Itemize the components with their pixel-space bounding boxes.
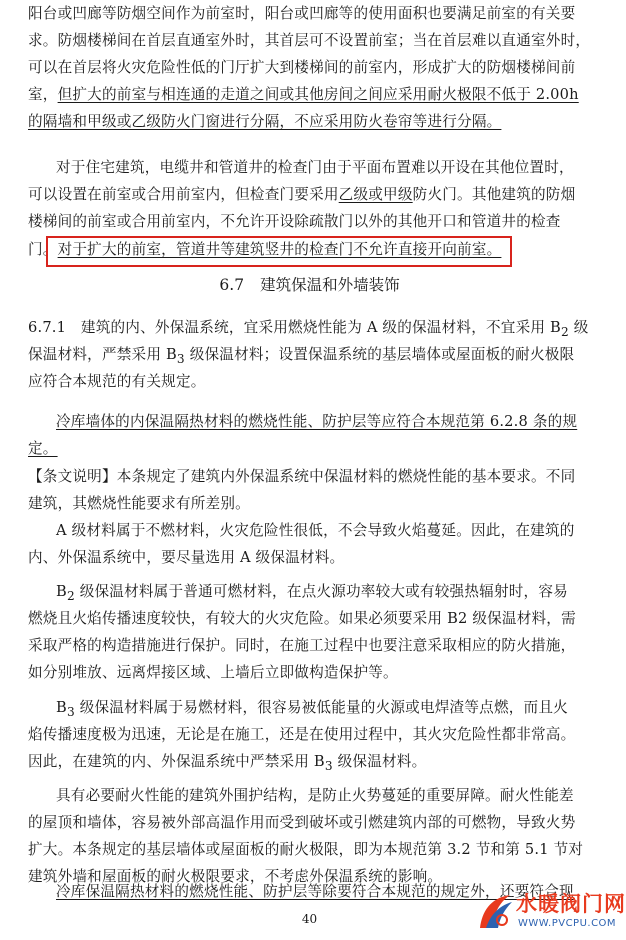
text-span: 级保温材料。 <box>332 753 427 770</box>
text-span: B <box>56 583 67 600</box>
text-line: 阳台或凹廊等防烟空间作为前室时，阳台或凹廊等的使用面积也要满足前室的有关要 <box>28 5 576 22</box>
watermark-logo <box>476 888 626 940</box>
text-line: 的屋顶和墙体，容易被外部高温作用而受到破坏或引燃建筑内部的可燃物，导致火势 <box>28 814 576 831</box>
underlined-text: 对于扩大的前室，管道井等建筑竖井的检查门不允许直接开向前室。 <box>57 241 502 258</box>
text-line: 焰传播速度极为迅速，无论是在施工，还是在使用过程中，其火灾危险性都非常高。 <box>28 726 576 743</box>
section-title: 建筑保温和外墙装饰 <box>260 276 400 294</box>
text-line: 具有必要耐火性能的建筑外围护结构，是防止火势蔓延的重要屏障。耐火性能差 <box>56 787 574 804</box>
text-line: 如分别堆放、远离焊接区域、上墙后立即做构造保护等。 <box>28 664 398 681</box>
text-span: 6.7.1 建筑的内、外保温系统，宜采用燃烧性能为 A 级的保温材料，不宜采用 B <box>28 319 561 336</box>
text-span: 防火门。其他建筑的防烟 <box>412 186 576 203</box>
text-line: 可以在首层将火灾危险性低的门厅扩大到楼梯间的前室内，形成扩大的防烟楼梯间前 <box>28 59 576 76</box>
underlined-text: 但扩大的前室与相连通的走道之间或其他房间之间应采用耐火极限不低于 2.00h <box>57 86 579 103</box>
text-line: 内、外保温系统中，要尽量选用 A 级保温材料。 <box>28 549 345 566</box>
text-span: 级保温材料属于普通可燃材料，在点火源功率较大或有较强热辐射时，容易 <box>74 583 568 600</box>
text-line: 求。防烟楼梯间在首层直通室外时，其首层可不设置前室；当在首层难以直通室外时， <box>28 32 591 49</box>
pv-logo-icon <box>476 892 514 932</box>
text-line <box>56 698 583 718</box>
text-span: 级 <box>568 319 589 336</box>
text-span: 因此，在建筑的内、外保温系统中严禁采用 B <box>28 753 325 770</box>
text-line: 扩大。本条规定的基层墙体或屋面板的耐火极限，即为本规范第 3.2 节和第 5.1 节对 <box>28 841 584 858</box>
underlined-text: 乙级或甲级 <box>338 186 413 203</box>
text-line: 【条文说明】本条规定了建筑内外保温系统中保温材料的燃烧性能的基本要求。不同 <box>28 468 576 485</box>
highlight-box <box>46 236 512 267</box>
subscript: 2 <box>560 324 569 339</box>
text-span: 级保温材料属于易燃材料，很容易被低能量的火源或电焊渣等点燃，而且火 <box>74 699 568 716</box>
text-line <box>56 582 583 602</box>
subscript: 3 <box>66 704 75 719</box>
underlined-text-line: 冷库保温隔热材料的燃烧性能、防护层等除要符合本规范的规定外，还要符合现 <box>56 883 574 900</box>
subscript: 3 <box>176 351 185 366</box>
text-span: B <box>56 699 67 716</box>
text-span: 门。 <box>28 241 58 258</box>
watermark-name: 水暖阀门网 <box>516 892 626 916</box>
underlined-text-line: 定。 <box>28 440 58 457</box>
text-line: 燃烧且火焰传播速度较快，有较大的火灾危险。如果必须要采用 B2 级保温材料，需 <box>28 610 576 627</box>
text-line: 建筑，其燃烧性能要求有所差别。 <box>28 495 250 512</box>
section-number: 6.7 <box>219 276 245 294</box>
text-line: 对于住宅建筑，电缆井和管道井的检查门由于平面布置难以开设在其他位置时， <box>56 159 574 176</box>
text-span: 级保温材料；设置保温系统的基层墙体或屋面板的耐火极限 <box>184 346 575 363</box>
text-line: 应符合本规范的有关规定。 <box>28 373 206 390</box>
section-heading <box>0 275 619 295</box>
text-span: 可以设置在前室或合用前室内，但检查门要采用 <box>28 186 339 203</box>
underlined-text-line: 的隔墙和甲级或乙级防火门窗进行分隔，不应采用防火卷帘等进行分隔。 <box>28 113 502 130</box>
text-line <box>28 752 583 772</box>
text-line: A 级材料属于不燃材料，火灾危险性很低，不会导致火焰蔓延。因此，在建筑的 <box>56 522 575 539</box>
text-span: 保温材料，严禁采用 B <box>28 346 177 363</box>
text-line: 建筑外墙和屋面板的耐火极限要求，不考虑外保温系统的影响。 <box>28 868 443 885</box>
text-line <box>28 185 583 205</box>
subscript: 3 <box>324 758 333 773</box>
text-line <box>28 85 583 105</box>
subscript: 2 <box>66 588 75 603</box>
underlined-text-line: 冷库墙体的内保温隔热材料的燃烧性能、防护层等应符合本规范第 6.2.8 条的规 <box>56 413 578 430</box>
text-span: 室， <box>28 86 58 103</box>
clause-line <box>28 318 589 339</box>
text-line: 采取严格的构造措施进行保护。同时，在施工过程中也要注意采取相应的防火措施， <box>28 637 576 654</box>
text-line: 楼梯间的前室或合用前室内，不允许开设除疏散门以外的其他开口和管道井的检查 <box>28 213 561 230</box>
text-line <box>28 345 583 365</box>
page-number: 40 <box>301 912 318 926</box>
watermark-url: WWW.PVCPU.COM <box>518 918 617 929</box>
